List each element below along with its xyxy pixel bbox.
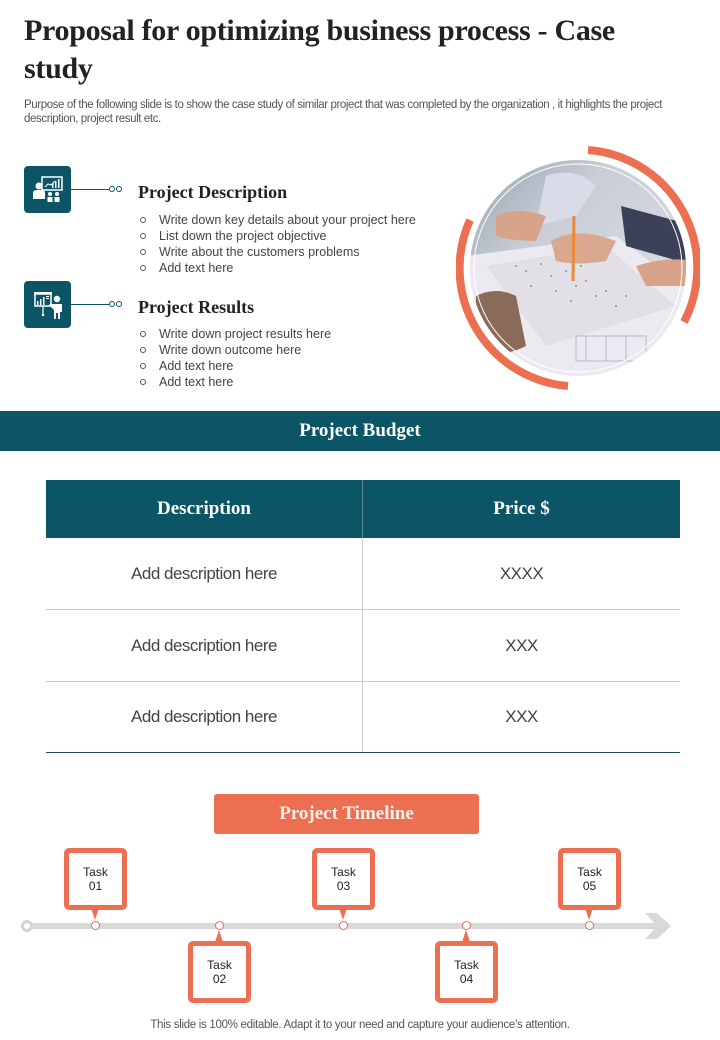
list-item: Write down outcome here <box>138 342 331 358</box>
list-item: Add text here <box>138 260 416 276</box>
presenter-board-icon <box>24 281 71 328</box>
budget-section-header <box>0 411 720 451</box>
bullet-icon <box>140 217 146 223</box>
cell-description: Add description here <box>46 610 363 681</box>
bullet-icon <box>140 331 146 337</box>
task-card-01: Task 01 <box>64 848 127 910</box>
section-title-description: Project Description <box>138 182 288 202</box>
cell-description: Add description here <box>46 538 363 609</box>
timeline-node <box>339 921 348 930</box>
table-row <box>46 538 680 610</box>
bullet-icon <box>140 379 146 385</box>
list-item: Write about the customers problems <box>138 244 416 260</box>
connector-dots <box>109 186 122 192</box>
presentation-audience-icon <box>24 166 71 213</box>
list-item: Add text here <box>138 358 331 374</box>
column-header-description: Description <box>46 480 363 538</box>
cell-price: XXXX <box>499 563 544 583</box>
timeline-node <box>585 921 594 930</box>
cell-description: Add description here <box>46 682 363 752</box>
arrow-right-icon <box>645 913 673 939</box>
cell-price: XXX <box>505 635 538 655</box>
cell-price: XXX <box>505 707 538 726</box>
connector-line <box>71 304 109 305</box>
bullet-icon <box>140 363 146 369</box>
page-subtitle: Purpose of the following slide is to show the case study of similar project that was completed by the organization , it highlights the project description, project result etc. <box>24 99 663 125</box>
bullet-icon <box>140 233 146 239</box>
list-item: Write down key details about your project here <box>138 212 416 228</box>
timeline-header <box>214 794 479 834</box>
results-list <box>138 326 331 390</box>
bullet-icon <box>140 347 146 353</box>
budget-title: Project Budget <box>299 420 421 441</box>
table-row <box>46 682 680 753</box>
footer-note: This slide is 100% editable. Adapt it to your need and capture your audience’s attention. <box>150 1019 570 1031</box>
connector-line <box>71 189 109 190</box>
column-header-price: Price $ <box>493 498 550 519</box>
case-study-photo <box>456 146 700 390</box>
task-card-04: Task 04 <box>435 941 498 1003</box>
timeline-node <box>215 921 224 930</box>
table-header <box>46 480 680 538</box>
timeline-node <box>462 921 471 930</box>
task-card-03: Task 03 <box>312 848 375 910</box>
table-row <box>46 610 680 682</box>
timeline-start-node <box>21 920 33 932</box>
task-card-02: Task 02 <box>188 941 251 1003</box>
budget-table <box>46 480 680 753</box>
task-card-05: Task 05 <box>558 848 621 910</box>
bullet-icon <box>140 249 146 255</box>
description-list <box>138 212 416 276</box>
page-title: Proposal for optimizing business process - Case study <box>24 14 615 85</box>
section-title-results: Project Results <box>138 297 255 317</box>
bullet-icon <box>140 265 146 271</box>
blueprint-photo-illustration <box>456 146 700 390</box>
connector-dots <box>109 301 122 307</box>
timeline-title: Project Timeline <box>279 803 414 824</box>
timeline-node <box>91 921 100 930</box>
list-item: List down the project objective <box>138 228 416 244</box>
list-item: Write down project results here <box>138 326 331 342</box>
list-item: Add text here <box>138 374 331 390</box>
